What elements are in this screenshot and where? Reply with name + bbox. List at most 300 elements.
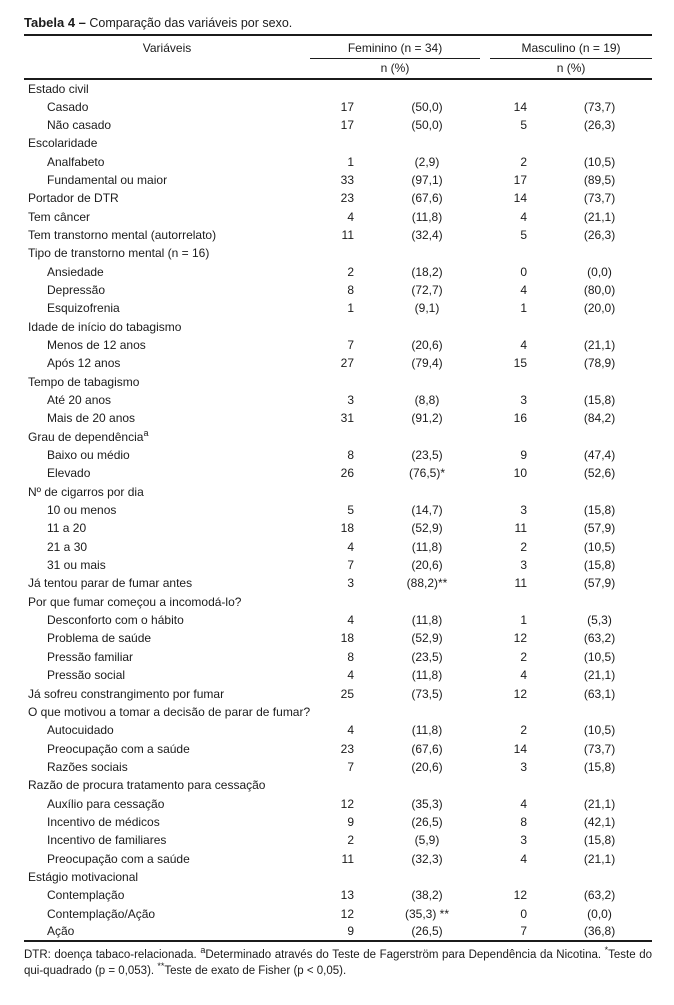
cell-feminino-n: [310, 79, 354, 97]
cell-masculino-n: 14: [513, 99, 528, 114]
cell-feminino-pct: [354, 868, 480, 886]
table-row: [24, 207, 652, 225]
cell-masculino-n: 2: [520, 539, 528, 554]
table-row: [24, 776, 652, 794]
row-label: Ação: [47, 924, 75, 939]
row-label-cell: [24, 226, 310, 244]
column-gap: [480, 721, 490, 739]
subheader-masculino-n-pct: n (%): [490, 58, 652, 79]
cell-masculino-pct: (73,7): [583, 191, 616, 206]
table-row: [24, 794, 652, 812]
footnote-marker-a: a: [200, 945, 206, 956]
cell-feminino-n: 1: [347, 154, 354, 169]
row-label-cell: [24, 483, 310, 501]
cell-feminino-pct: [354, 134, 480, 152]
row-label: Baixo ou médio: [47, 448, 130, 463]
cell-masculino-pct: (20,0): [583, 301, 616, 316]
table-caption: [24, 16, 652, 30]
cell-feminino-pct: [354, 703, 480, 721]
cell-masculino-n: 4: [520, 668, 528, 683]
column-gap: [480, 134, 490, 152]
cell-masculino-n: 4: [520, 282, 528, 297]
column-gap: [480, 758, 490, 776]
table-row: [24, 299, 652, 317]
column-gap: [480, 152, 490, 170]
table-row: [24, 721, 652, 739]
cell-masculino-pct: [527, 483, 652, 501]
cell-masculino-pct: (26,3): [583, 117, 616, 132]
column-gap: [480, 574, 490, 592]
cell-masculino-pct: (36,8): [583, 924, 616, 939]
cell-feminino-n: [310, 134, 354, 152]
table-row: [24, 556, 652, 574]
cell-masculino-n: 3: [520, 558, 528, 573]
cell-feminino-pct: (52,9): [411, 521, 443, 536]
cell-feminino-n: 9: [347, 924, 354, 939]
row-label: Após 12 anos: [47, 356, 121, 371]
row-label-cell: [24, 171, 310, 189]
cell-feminino-n: 31: [340, 411, 354, 426]
row-label-cell: [24, 904, 310, 922]
cell-masculino-pct: (63,2): [583, 888, 616, 903]
cell-masculino-pct: (78,9): [583, 356, 616, 371]
table-header-row-groups: [24, 35, 652, 58]
table-row: [24, 849, 652, 867]
row-label: Contemplação/Ação: [47, 906, 156, 921]
cell-masculino-n: 3: [520, 759, 528, 774]
column-gap: [480, 446, 490, 464]
cell-masculino-pct: [527, 79, 652, 97]
row-label-cell: [24, 262, 310, 280]
cell-feminino-n: 7: [347, 558, 354, 573]
row-label: O que motivou a tomar a decisão de parar de fumar?: [28, 704, 311, 719]
row-label: Problema de saúde: [47, 631, 152, 646]
cell-feminino-n: [310, 483, 354, 501]
cell-feminino-n: 11: [341, 227, 354, 242]
row-label: Preocupação com a saúde: [47, 851, 190, 866]
cell-masculino-n: 9: [520, 448, 528, 463]
table-row: [24, 483, 652, 501]
footnote-marker-asterisk: *: [604, 945, 609, 956]
cell-masculino-pct: (10,5): [583, 649, 616, 664]
row-label-cell: [24, 776, 310, 794]
row-label-cell: [24, 556, 310, 574]
column-gap: [480, 262, 490, 280]
row-label: Tempo de tabagismo: [28, 374, 140, 389]
cell-feminino-pct: (50,0): [411, 117, 443, 132]
cell-feminino-pct: (79,4): [411, 356, 443, 371]
column-gap: [480, 648, 490, 666]
row-label-cell: [24, 593, 310, 611]
cell-masculino-n: [490, 79, 527, 97]
cell-masculino-pct: (26,3): [583, 227, 616, 242]
column-gap: [480, 611, 490, 629]
column-gap: [480, 501, 490, 519]
cell-feminino-n: 11: [341, 851, 354, 866]
subheader-feminino-n-pct: n (%): [310, 58, 480, 79]
cell-feminino-pct: (38,2): [411, 888, 443, 903]
column-gap: [480, 666, 490, 684]
row-label-cell: [24, 97, 310, 115]
cell-feminino-n: 3: [347, 393, 354, 408]
row-label: Tem câncer: [28, 209, 91, 224]
row-label-cell: [24, 354, 310, 372]
cell-masculino-pct: (63,2): [583, 631, 616, 646]
cell-masculino-n: 4: [520, 851, 528, 866]
row-label-cell: [24, 501, 310, 519]
column-gap: [480, 79, 490, 97]
cell-feminino-pct: (91,2): [411, 411, 443, 426]
column-gap: [480, 299, 490, 317]
comparison-table: [24, 34, 652, 942]
row-label-cell: [24, 758, 310, 776]
cell-masculino-pct: [527, 373, 652, 391]
cell-masculino-pct: (21,1): [583, 851, 616, 866]
row-label-cell: [24, 703, 310, 721]
cell-masculino-pct: [527, 134, 652, 152]
cell-feminino-n: 26: [340, 466, 354, 481]
cell-feminino-pct: (72,7): [411, 282, 443, 297]
column-gap: [480, 244, 490, 262]
row-label: Elevado: [47, 466, 91, 481]
row-label: Grau de dependência: [28, 429, 144, 444]
cell-masculino-n: 11: [514, 576, 528, 591]
row-label-cell: [24, 464, 310, 482]
cell-masculino-pct: (15,8): [583, 558, 616, 573]
table-row: [24, 446, 652, 464]
cell-feminino-n: 8: [347, 448, 354, 463]
cell-masculino-n: 10: [513, 466, 528, 481]
table-row: [24, 868, 652, 886]
cell-masculino-n: [490, 776, 527, 794]
column-gap: [480, 354, 490, 372]
cell-feminino-pct: (23,5): [411, 448, 443, 463]
row-label-cell: [24, 794, 310, 812]
cell-masculino-n: [490, 703, 527, 721]
row-label-cell: [24, 721, 310, 739]
cell-masculino-n: 0: [520, 906, 528, 921]
row-label-cell: [24, 629, 310, 647]
table-row: [24, 226, 652, 244]
cell-feminino-n: 2: [347, 833, 354, 848]
cell-feminino-pct: (2,9): [414, 154, 440, 169]
cell-feminino-pct: [354, 428, 480, 446]
cell-masculino-pct: (21,1): [583, 668, 616, 683]
column-gap: [480, 868, 490, 886]
cell-masculino-pct: (10,5): [583, 539, 616, 554]
row-label-cell: [24, 648, 310, 666]
table-row: [24, 262, 652, 280]
row-label: Autocuidado: [47, 723, 114, 738]
table-row: [24, 904, 652, 922]
column-gap: [480, 556, 490, 574]
cell-masculino-pct: (57,9): [583, 521, 616, 536]
row-label: Por que fumar começou a incomodá-lo?: [28, 594, 242, 609]
row-label-cell: [24, 519, 310, 537]
cell-masculino-pct: (89,5): [583, 172, 616, 187]
column-gap: [480, 116, 490, 134]
row-label-cell: [24, 116, 310, 134]
cell-masculino-pct: (80,0): [583, 282, 616, 297]
row-label-cell: [24, 299, 310, 317]
table-row: [24, 593, 652, 611]
row-label-cell: [24, 886, 310, 904]
cell-feminino-n: 2: [347, 264, 354, 279]
cell-masculino-n: [490, 134, 527, 152]
cell-masculino-pct: (47,4): [583, 448, 616, 463]
cell-masculino-pct: (0,0): [587, 906, 612, 921]
row-label: Tipo de transtorno mental (n = 16): [28, 246, 210, 261]
table-row: [24, 519, 652, 537]
footnote-text-fisher: Teste de exato de Fisher (p < 0,05).: [164, 965, 347, 978]
row-label: Analfabeto: [47, 154, 105, 169]
cell-masculino-n: 17: [513, 172, 528, 187]
row-label: Desconforto com o hábito: [47, 613, 184, 628]
row-label: 11 a 20: [47, 521, 87, 536]
cell-masculino-pct: [527, 244, 652, 262]
row-label: Incentivo de médicos: [47, 814, 160, 829]
table-row: [24, 813, 652, 831]
table-row: [24, 97, 652, 115]
cell-feminino-n: 12: [340, 906, 354, 921]
row-label-cell: [24, 923, 310, 941]
cell-masculino-pct: [527, 703, 652, 721]
cell-feminino-n: 7: [347, 337, 354, 352]
cell-masculino-n: [490, 483, 527, 501]
cell-feminino-pct: (35,3): [411, 796, 443, 811]
row-label: Menos de 12 anos: [47, 337, 146, 352]
cell-masculino-pct: (15,8): [583, 759, 616, 774]
row-label-cell: [24, 244, 310, 262]
column-gap: [480, 409, 490, 427]
table-row: [24, 317, 652, 335]
cell-masculino-n: 1: [520, 301, 528, 316]
footnote-text-fagerstrom: Determinado através do Teste de Fagerström para Dependência da Nicotina.: [205, 949, 605, 962]
cell-masculino-n: 2: [520, 649, 528, 664]
cell-masculino-n: 12: [513, 686, 528, 701]
cell-masculino-pct: (52,6): [583, 466, 616, 481]
cell-feminino-n: 12: [340, 796, 354, 811]
cell-feminino-pct: (11,8): [411, 723, 443, 738]
table-row: [24, 79, 652, 97]
cell-feminino-n: 4: [347, 209, 354, 224]
cell-masculino-n: 5: [520, 117, 528, 132]
cell-masculino-pct: (10,5): [583, 723, 616, 738]
cell-masculino-pct: (15,8): [583, 503, 616, 518]
table-row: [24, 739, 652, 757]
cell-masculino-n: 3: [520, 503, 528, 518]
cell-masculino-n: [490, 868, 527, 886]
column-gap: [480, 776, 490, 794]
cell-feminino-n: 4: [347, 613, 354, 628]
row-label: Pressão familiar: [47, 649, 134, 664]
column-gap: [480, 813, 490, 831]
row-label: Estado civil: [28, 81, 89, 96]
cell-feminino-pct: (26,5): [411, 924, 443, 939]
column-gap: [480, 226, 490, 244]
row-label-cell: [24, 317, 310, 335]
row-label: Mais de 20 anos: [47, 411, 136, 426]
row-label: Casado: [47, 99, 89, 114]
table-row: [24, 428, 652, 446]
cell-feminino-pct: (32,4): [411, 227, 443, 242]
column-gap: [480, 171, 490, 189]
cell-feminino-pct: (26,5): [411, 814, 443, 829]
cell-feminino-n: 13: [340, 888, 354, 903]
cell-feminino-pct: [354, 593, 480, 611]
row-label-cell: [24, 813, 310, 831]
row-label-cell: [24, 134, 310, 152]
row-label: Tem transtorno mental (autorrelato): [28, 227, 217, 242]
cell-masculino-pct: [527, 776, 652, 794]
cell-feminino-n: 25: [340, 686, 354, 701]
column-gap: [480, 739, 490, 757]
row-label-cell: [24, 831, 310, 849]
column-gap: [480, 207, 490, 225]
cell-feminino-n: [310, 776, 354, 794]
cell-masculino-n: 3: [520, 393, 528, 408]
row-label: Fundamental ou maior: [47, 172, 168, 187]
cell-feminino-n: 18: [340, 521, 354, 536]
row-label: Até 20 anos: [47, 393, 112, 408]
cell-feminino-pct: (23,5): [411, 649, 443, 664]
cell-feminino-pct: (11,8): [411, 539, 443, 554]
table-row: [24, 831, 652, 849]
row-label-cell: [24, 189, 310, 207]
table-row: [24, 373, 652, 391]
cell-feminino-n: [310, 428, 354, 446]
table-row: [24, 501, 652, 519]
row-label-cell: [24, 538, 310, 556]
cell-feminino-pct: (50,0): [411, 99, 443, 114]
table-row: [24, 611, 652, 629]
cell-masculino-n: 8: [520, 814, 528, 829]
cell-masculino-n: 0: [520, 264, 528, 279]
cell-masculino-pct: (15,8): [583, 833, 616, 848]
cell-feminino-pct: (14,7): [411, 503, 443, 518]
row-label: 31 ou mais: [47, 558, 106, 573]
table-footnote: [24, 947, 652, 979]
row-label-cell: [24, 336, 310, 354]
cell-feminino-n: 3: [347, 576, 354, 591]
column-gap: [480, 464, 490, 482]
column-gap: [480, 317, 490, 335]
row-label: Preocupação com a saúde: [47, 741, 190, 756]
column-gap: [480, 189, 490, 207]
cell-feminino-n: 4: [347, 539, 354, 554]
cell-feminino-pct: (11,8): [411, 209, 443, 224]
table-row: [24, 281, 652, 299]
cell-feminino-n: 17: [340, 99, 354, 114]
row-label-superscript: a: [143, 427, 149, 438]
footnote-text-quiquadrado: Teste do qui-quadrado (p = 0,053).: [24, 949, 653, 978]
column-gap: [480, 373, 490, 391]
row-label: Esquizofrenia: [47, 301, 120, 316]
column-gap: [480, 923, 490, 941]
cell-feminino-pct: (20,6): [411, 337, 443, 352]
row-label: Estágio motivacional: [28, 869, 139, 884]
column-gap: [480, 97, 490, 115]
cell-masculino-n: 1: [520, 613, 528, 628]
column-gap: [480, 336, 490, 354]
table-row: [24, 666, 652, 684]
column-group-feminino: Feminino (n = 34): [310, 35, 480, 58]
row-label-cell: [24, 152, 310, 170]
cell-feminino-n: 1: [347, 301, 354, 316]
table-row: [24, 409, 652, 427]
row-label: Razão de procura tratamento para cessação: [28, 778, 266, 793]
table-row: [24, 354, 652, 372]
cell-masculino-pct: (73,7): [583, 741, 616, 756]
cell-feminino-pct: (11,8): [411, 613, 443, 628]
row-label: Portador de DTR: [28, 191, 119, 206]
column-group-masculino: Masculino (n = 19): [490, 35, 652, 58]
table-header-row-sub: [24, 58, 652, 79]
table-header: [24, 35, 652, 79]
cell-feminino-pct: (9,1): [414, 301, 440, 316]
cell-masculino-pct: (57,9): [583, 576, 616, 591]
row-label-cell: [24, 666, 310, 684]
table-row: [24, 116, 652, 134]
cell-masculino-n: 12: [513, 631, 528, 646]
cell-feminino-n: 23: [340, 741, 354, 756]
cell-feminino-pct: (5,9): [414, 833, 440, 848]
column-gap: [480, 58, 490, 79]
cell-masculino-pct: [527, 593, 652, 611]
cell-masculino-n: 2: [520, 723, 528, 738]
table-row: [24, 464, 652, 482]
cell-masculino-pct: [527, 428, 652, 446]
cell-masculino-n: [490, 428, 527, 446]
cell-masculino-n: 11: [514, 521, 528, 536]
table-row: [24, 703, 652, 721]
column-gap: [480, 281, 490, 299]
row-label-cell: [24, 611, 310, 629]
cell-feminino-n: [310, 868, 354, 886]
cell-feminino-n: 9: [347, 814, 354, 829]
row-label-cell: [24, 428, 310, 446]
cell-feminino-pct: [354, 373, 480, 391]
cell-masculino-pct: (73,7): [583, 99, 616, 114]
table-row: [24, 886, 652, 904]
cell-feminino-n: [310, 373, 354, 391]
table-row: [24, 684, 652, 702]
cell-feminino-pct: (35,3) **: [404, 906, 450, 921]
column-header-variables: Variáveis: [142, 41, 192, 55]
cell-feminino-pct: (97,1): [411, 172, 443, 187]
cell-masculino-n: 5: [520, 227, 528, 242]
cell-feminino-pct: [354, 244, 480, 262]
table-body: [24, 79, 652, 941]
cell-masculino-n: 4: [520, 796, 528, 811]
table-row: [24, 391, 652, 409]
column-gap: [480, 538, 490, 556]
column-gap: [480, 794, 490, 812]
row-label: Não casado: [47, 117, 112, 132]
row-label: Depressão: [47, 282, 106, 297]
row-label-cell: [24, 849, 310, 867]
table-caption-text: Comparação das variáveis por sexo.: [89, 16, 293, 30]
row-label-cell: [24, 739, 310, 757]
table-row: [24, 134, 652, 152]
column-gap: [480, 703, 490, 721]
cell-masculino-pct: (0,0): [587, 264, 612, 279]
footnote-marker-double-asterisk: **: [157, 961, 165, 972]
cell-feminino-n: [310, 703, 354, 721]
cell-feminino-pct: (8,8): [414, 393, 440, 408]
cell-feminino-pct: [354, 483, 480, 501]
cell-masculino-n: 14: [513, 741, 528, 756]
